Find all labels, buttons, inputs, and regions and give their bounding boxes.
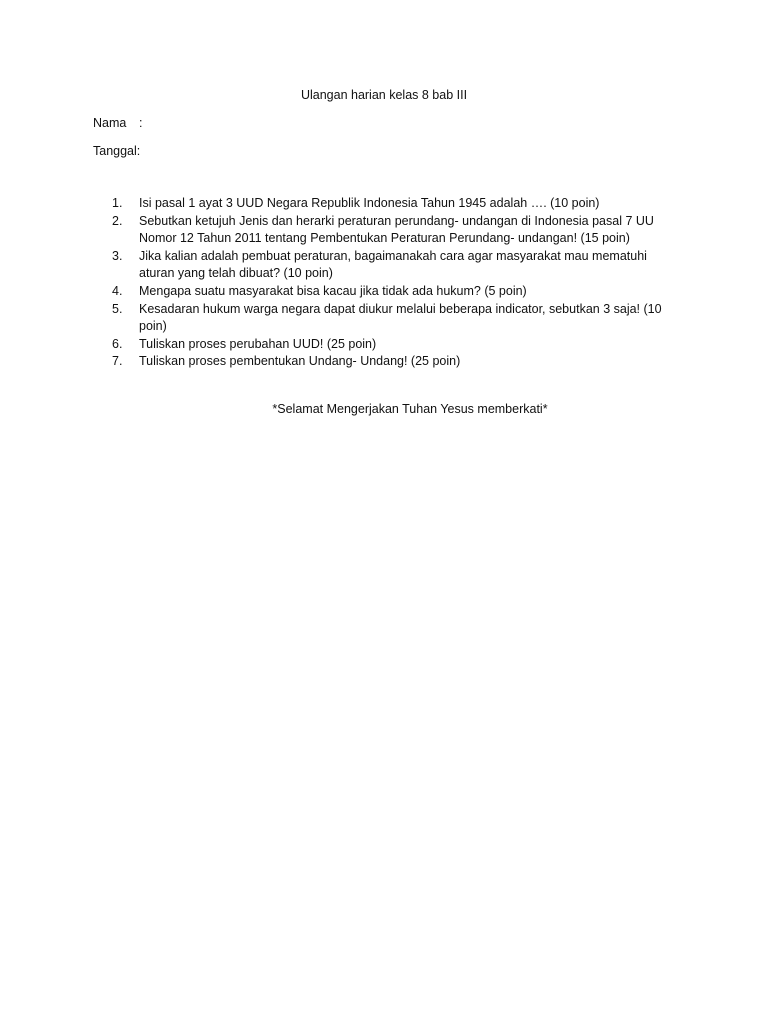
question-number: 5.: [112, 301, 123, 316]
tanggal-colon: :: [136, 144, 141, 158]
question-item: [112, 301, 672, 336]
question-list: [112, 195, 672, 371]
question-text: Tuliskan proses pembentukan Undang- Undang! (25 poin): [139, 354, 461, 369]
closing-blessing: *Selamat Mengerjakan Tuhan Yesus memberkati*: [272, 402, 548, 416]
tanggal-label: Tanggal: [93, 144, 137, 158]
nama-field: [93, 116, 142, 130]
tanggal-field: [93, 144, 140, 158]
nama-colon: :: [139, 116, 143, 130]
question-number: 4.: [112, 283, 123, 298]
page-title: Ulangan harian kelas 8 bab III: [300, 88, 468, 102]
question-text: Tuliskan proses perubahan UUD! (25 poin): [139, 336, 377, 351]
question-number: 3.: [112, 248, 123, 263]
question-item: [112, 283, 672, 301]
question-text: Isi pasal 1 ayat 3 UUD Negara Republik Indonesia Tahun 1945 adalah …. (10 poin): [139, 196, 600, 210]
question-text: Sebutkan ketujuh Jenis dan herarki peraturan perundang- undangan di Indonesia pasal 7 UU Nomor 12 Tahun 2011 tentang Pembentukan Peraturan Perundang- undangan! (15 poin): [139, 213, 654, 246]
question-number: 6.: [112, 336, 123, 351]
question-number: 7.: [112, 354, 123, 369]
question-number: 2.: [112, 213, 123, 228]
question-number: 1.: [112, 196, 123, 210]
question-text: Mengapa suatu masyarakat bisa kacau jika tidak ada hukum? (5 poin): [139, 283, 527, 298]
question-item: [112, 195, 672, 213]
question-item: [112, 248, 672, 283]
question-text: Kesadaran hukum warga negara dapat diukur melalui beberapa indicator, sebutkan 3 saja! (10 poin): [139, 301, 662, 334]
question-item: [112, 353, 672, 371]
question-item: [112, 336, 672, 354]
question-text: Jika kalian adalah pembuat peraturan, bagaimanakah cara agar masyarakat mau mematuhi aturan yang telah dibuat? (10 poin): [139, 248, 647, 281]
question-item: [112, 213, 672, 248]
nama-label: Nama: [93, 116, 127, 130]
